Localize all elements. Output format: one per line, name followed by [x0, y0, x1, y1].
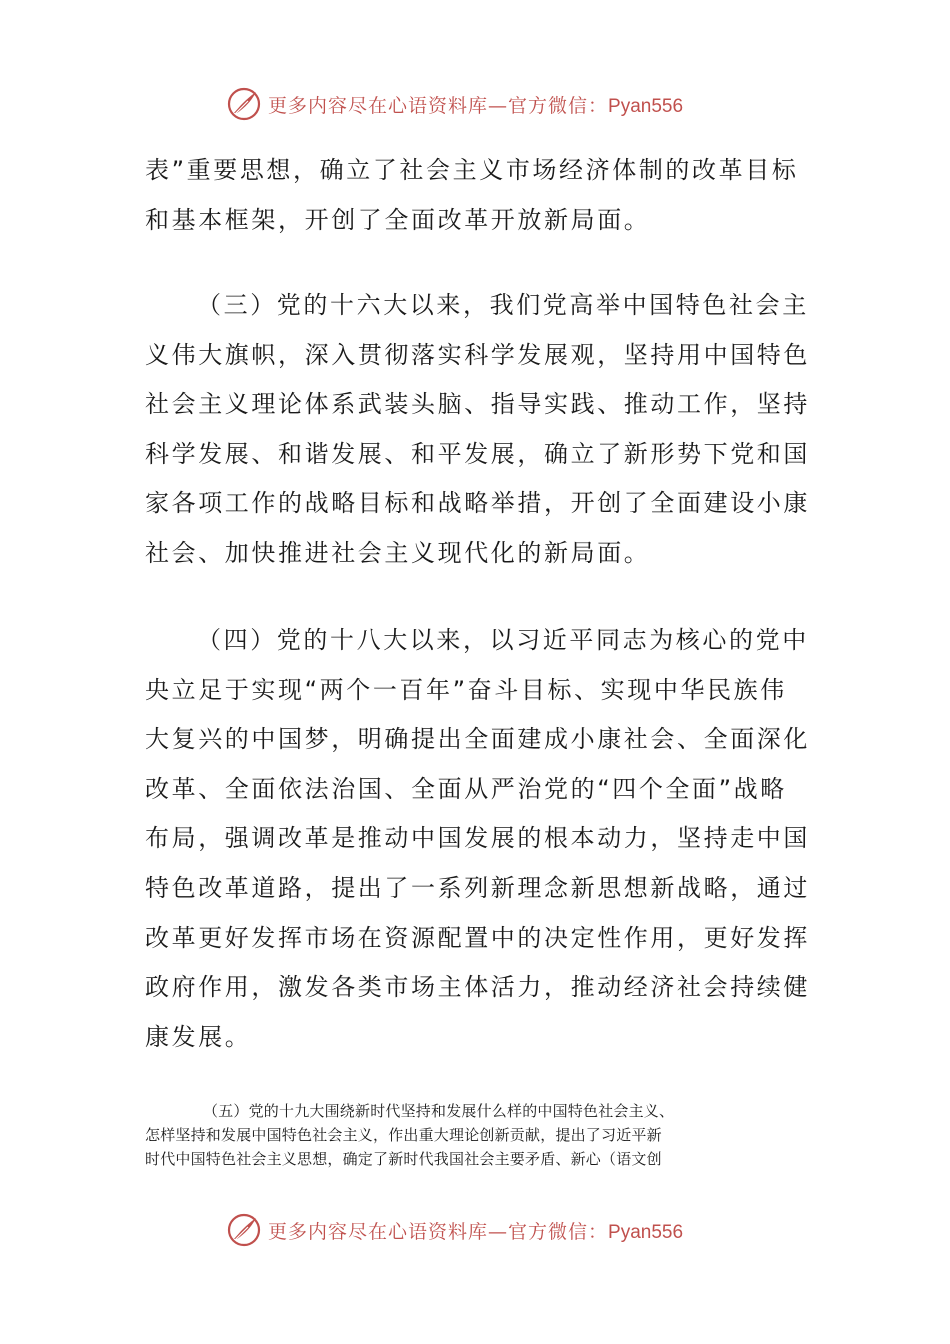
text-line: 社会主义理论体系武装头脑、指导实践、推动工作，坚持	[145, 390, 810, 419]
text-line: 特色改革道路，提出了一系列新理念新思想新战略，通过	[145, 873, 810, 902]
text-line: 改革更好发挥市场在资源配置中的决定性作用，更好发挥	[145, 923, 810, 952]
text-line: （三）党的十六大以来，我们党高举中国特色社会主	[197, 291, 809, 319]
watermark-text: 更多内容尽在心语资料库—官方微信：Pyan556	[268, 94, 684, 117]
text-line: 家各项工作的战略目标和战略举措，开创了全面建设小康	[145, 489, 810, 518]
watermark-banner-bottom	[226, 1210, 683, 1250]
paragraph-section-3	[145, 281, 810, 579]
paragraph-section-5	[145, 1099, 805, 1171]
text-line: 改革、全面依法治国、全面从严治党的“四个全面”战略	[145, 774, 787, 803]
text-line: 布局，强调改革是推动中国发展的根本动力，坚持走中国	[145, 824, 810, 853]
text-line: 康发展。	[145, 1022, 252, 1051]
quill-logo-icon	[226, 86, 262, 122]
text-line: 怎样坚持和发展中国特色社会主义，作出重大理论创新贡献，提出了习近平新	[145, 1126, 662, 1144]
watermark-text: 更多内容尽在心语资料库—官方微信：Pyan556	[268, 1220, 684, 1243]
text-line: （五）党的十九大围绕新时代坚持和发展什么样的中国特色社会主义、	[203, 1102, 675, 1120]
text-line: 社会、加快推进社会主义现代化的新局面。	[145, 538, 651, 567]
text-line: 政府作用，激发各类市场主体活力，推动经济社会持续健	[145, 973, 810, 1002]
paragraph-continuation	[145, 146, 805, 245]
paragraph-section-4	[145, 616, 810, 1062]
text-line: 和基本框架，开创了全面改革开放新局面。	[145, 205, 651, 234]
text-line: 央立足于实现“两个一百年”奋斗目标、实现中华民族伟	[145, 675, 787, 704]
text-line: 表”重要思想，确立了社会主义市场经济体制的改革目标	[145, 156, 799, 184]
text-line: 大复兴的中国梦，明确提出全面建成小康社会、全面深化	[145, 725, 810, 754]
watermark-banner-top	[226, 84, 683, 124]
text-line: 科学发展、和谐发展、和平发展，确立了新形势下党和国	[145, 439, 810, 468]
quill-logo-icon	[226, 1212, 262, 1248]
text-line: （四）党的十八大以来，以习近平同志为核心的党中	[197, 626, 809, 654]
text-line: 义伟大旗帜，深入贯彻落实科学发展观，坚持用中国特色	[145, 340, 810, 369]
text-line: 时代中国特色社会主义思想，确定了新时代我国社会主要矛盾、新心（语文创	[145, 1150, 662, 1168]
